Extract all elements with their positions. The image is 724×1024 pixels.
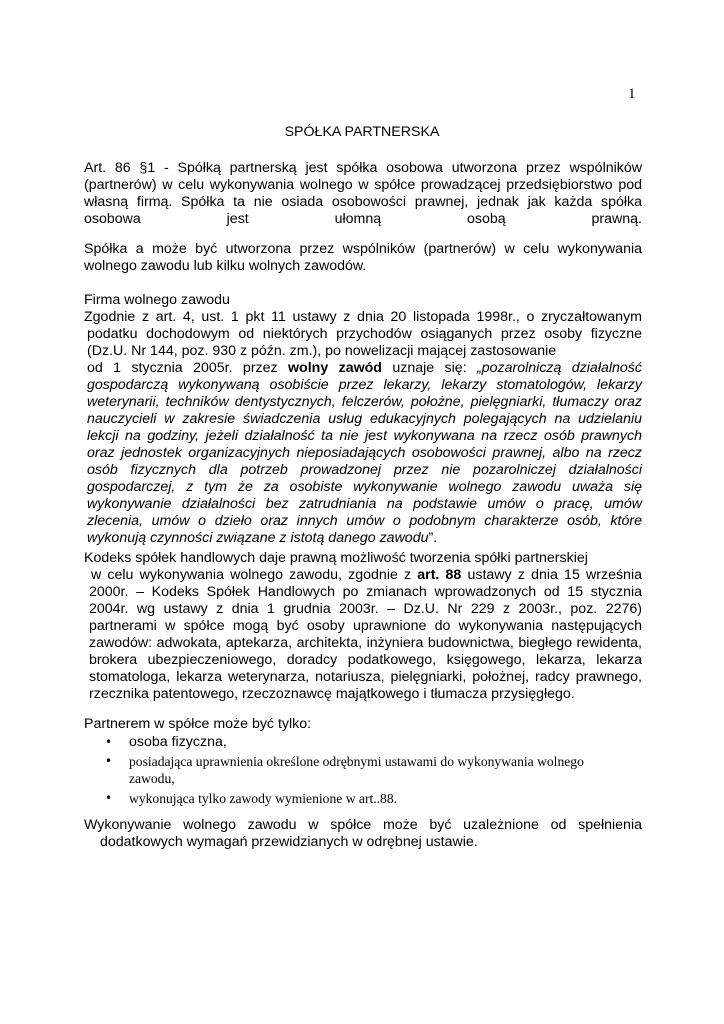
list-item-text: zawodu, — [129, 771, 175, 786]
quote-end: wykonują czynności związane z istotą danego zawodu — [87, 530, 429, 546]
free-profession-section — [84, 292, 642, 547]
text-line — [84, 567, 642, 584]
text-line: rzecznika patentowego, rzeczoznawcę majątkowego i tłumacza przysięgłego. — [89, 686, 575, 702]
text-line: dodatkowych wymagań przewidzianych w odrębnej ustawie. — [100, 834, 478, 850]
quote-start: „pozarolniczą działalność — [477, 360, 642, 376]
text-line: zawodów: adwokata, aptekarza, architekta, inżyniera budownictwa, biegłego rewidenta, — [89, 635, 642, 651]
text-line: Spółka a może być utworzona przez wspólników (partnerów) w celu wykonywania — [84, 241, 642, 257]
text-line: Kodeks spółek handlowych daje prawną możliwość tworzenia spółki partnerskiej — [84, 550, 588, 566]
text-line: stomatologa, lekarza weterynarza, notariusza, pielęgniarki, położnej, radcy prawnego, — [89, 669, 642, 685]
text-line: podatku dochodowym od niektórych przychodów osiąganych przez osoby fizyczne — [87, 326, 642, 342]
text-line: (Dz.U. Nr 144, poz. 930 z późn. zm.), po nowelizacji mającej zastosowanie — [87, 343, 557, 359]
text-run: w celu wykonywania wolnego zawodu, zgodnie z — [91, 567, 418, 583]
word: osobą — [467, 211, 506, 227]
art86-paragraph — [84, 160, 642, 228]
text-line: osób fizycznych dla potrzeb prowadzonej przez nie pozarolniczej działalności — [87, 462, 642, 478]
list-item — [84, 790, 642, 807]
text-line: Wykonywanie wolnego zawodu w spółce może być uzależnione od spełnienia — [84, 817, 642, 833]
list-item — [84, 734, 642, 751]
list-item-text: wykonująca tylko zawody wymienione w art..88. — [129, 791, 398, 806]
text-line: Zgodnie z art. 4, ust. 1 pkt 11 ustawy z dnia 20 listopada 1998r., o zryczałtowanym — [84, 309, 642, 325]
commercial-code-paragraph — [84, 550, 642, 703]
partner-section — [84, 716, 642, 807]
text-line: nauczycieli w zakresie świadczenia usług edukacyjnych polegających na udzielaniu — [87, 411, 642, 427]
text-line: 2004r. wg ustawy z dnia 1 grudnia 2003r. – Dz.U. Nr 229 z 2003r., poz. 2276) — [89, 601, 642, 617]
text-line: oraz jednostek organizacyjnych nieposiadających osobowości prawnej, albo na rzecz — [87, 445, 642, 461]
list-item — [84, 753, 642, 787]
text-line: lekcji na godziny, jeżeli działalność ta nie jest wykonywana na rzecz osób prawnych — [87, 428, 642, 444]
bullet-icon: • — [105, 735, 113, 749]
text-line — [84, 530, 642, 547]
text-run: od 1 stycznia 2005r. przez — [87, 360, 289, 376]
section-heading: Firma wolnego zawodu — [84, 292, 230, 308]
text-line: 2000r. – Kodeks Spółek Handlowych po zmianach wprowadzonych od 15 stycznia — [89, 584, 642, 600]
text-line: Art. 86 §1 - Spółką partnerską jest spółka osobowa utworzona przez wspólników — [84, 160, 642, 176]
text-line: (partnerów) w celu wykonywania wolnego w spółce prowadzącej przedsiębiorstwo pod — [84, 177, 642, 193]
word: prawną. — [591, 211, 642, 227]
partner-list — [84, 734, 642, 807]
text-line: wykonywanie działalności bez zatrudniania na podstawie umów o pracę, umów — [87, 496, 642, 512]
bullet-icon: • — [105, 791, 113, 805]
word: ułomną — [334, 211, 382, 227]
text-line: partnerami w spółce mogą być osoby uprawnione do wykonywania następujących — [89, 618, 642, 634]
page-number: 1 — [628, 86, 636, 102]
text-line: zlecenia, umów o dzieło oraz innych umów o podobnym charakterze osób, które — [87, 513, 642, 529]
company-formation-paragraph — [84, 241, 642, 275]
final-paragraph — [84, 817, 642, 851]
text-line: własną firmą. Spółka ta nie osiada osobowości prawnej, jednak jak każda spółka — [84, 194, 642, 210]
bullet-icon: • — [105, 754, 113, 768]
text-line: gospodarczą wykonywaną osobiście przez lekarzy, lekarzy stomatologów, lekarzy — [87, 377, 642, 393]
document-title: SPÓŁKA PARTNERSKA — [284, 124, 440, 140]
text-line — [84, 360, 642, 377]
text-line: weterynarii, techników dentystycznych, felczerów, położne, pielęgniarki, tłumaczy oraz — [87, 394, 642, 410]
word: osobowa — [84, 211, 141, 227]
section-heading: Partnerem w spółce może być tylko: — [84, 716, 312, 732]
bold-term: wolny zawód — [288, 360, 382, 376]
bold-term: art. 88 — [417, 567, 462, 583]
list-item-text: osoba fizyczna, — [129, 734, 227, 750]
text-line: brokera ubezpieczeniowego, doradcy podatkowego, księgowego, lekarza, lekarza — [89, 652, 642, 668]
text-run: uznaje się: — [381, 360, 478, 376]
text-line: gospodarczej, z tym że za osobiste wykonywanie wolnego zawodu uważa się — [87, 479, 642, 495]
text-line — [84, 211, 642, 228]
text-run: ustawy z dnia 15 września — [461, 567, 642, 583]
text-run: ”. — [428, 530, 438, 546]
list-item-text: posiadająca uprawnienia określone odrębnymi ustawami do wykonywania wolnego — [129, 754, 584, 769]
word: jest — [226, 211, 249, 227]
text-line: wolnego zawodu lub kilku wolnych zawodów. — [84, 258, 367, 274]
